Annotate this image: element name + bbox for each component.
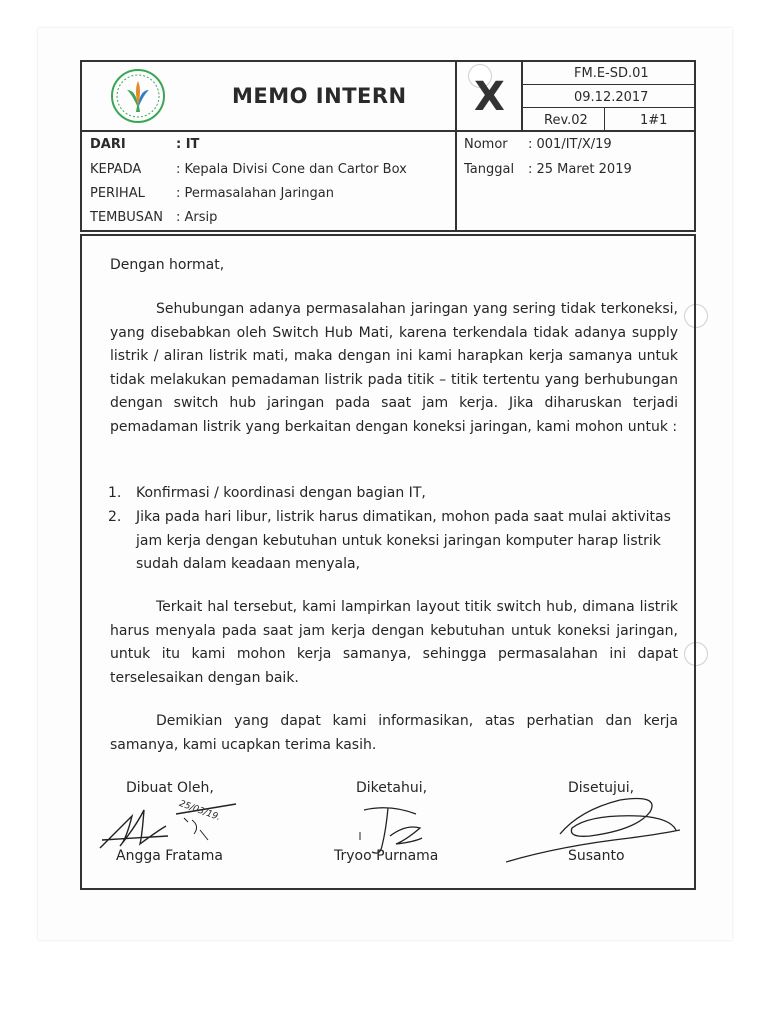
document-mark: X	[474, 74, 505, 120]
cc-label: TEMBUSAN	[90, 210, 163, 225]
approved-name: Susanto	[568, 848, 625, 864]
from-label: DARI	[90, 137, 126, 152]
rev-page-divider	[604, 107, 605, 131]
from-value: : IT	[176, 137, 200, 152]
number-value: : 001/IT/X/19	[528, 137, 612, 152]
doc-date: 09.12.2017	[574, 90, 649, 105]
approved-label: Disetujui,	[568, 780, 635, 796]
to-label: KEPADA	[90, 162, 142, 177]
code-row-line-1	[521, 84, 696, 85]
number-label: Nomor	[464, 137, 508, 152]
made-by-label: Dibuat Oleh,	[126, 780, 214, 796]
to-value: : Kepala Divisi Cone dan Cartor Box	[176, 162, 407, 177]
header-code-divider-vertical	[521, 60, 523, 132]
memo-title: MEMO INTERN	[232, 84, 407, 108]
subject-value: : Permasalahan Jaringan	[176, 186, 334, 201]
paragraph-closing: Demikian yang dapat kami informasikan, atas perhatian dan kerja samanya, kami ucapkan terima kasih.	[110, 713, 678, 753]
paragraph-attachment: Terkait hal tersebut, kami lampirkan layout titik switch hub, dimana listrik harus menyala pada saat jam kerja dengan kebutuhan untuk koneksi jaringan, untuk itu kami mohon kerja samanya, sehingga permasalahan ini dapat terselesaikan dengan baik.	[110, 599, 678, 686]
subject-label: PERIHAL	[90, 186, 145, 201]
made-by-name: Angga Fratama	[116, 848, 223, 864]
list-item-text: Jika pada hari libur, listrik harus dimatikan, mohon pada saat mulai aktivitas jam kerja dengan kebutuhan untuk koneksi jaringan komputer harap listrik sudah dalam keadaan menyala,	[136, 509, 671, 572]
list-item-text: Konfirmasi / koordinasi dengan bagian IT,	[136, 485, 426, 501]
acknowledged-label: Diketahui,	[356, 780, 428, 796]
list-item-number: 1.	[108, 485, 122, 501]
date-label: Tanggal	[464, 162, 515, 177]
acknowledged-name: Tryoo Purnama	[334, 848, 439, 864]
doc-page: 1#1	[640, 113, 668, 128]
paragraph-intro: Sehubungan adanya permasalahan jaringan yang sering tidak terkoneksi, yang disebabkan oleh Switch Hub Mati, karena terkendala tidak adanya supply listrik / aliran listrik mati, maka dengan ini kami harapkan kerja samanya untuk tidak melakukan pemadaman listrik pada titik – titik tertentu yang berhubungan dengan switch hub jaringan pada saat jam kerja. Jika diharuskan terjadi pemadaman listrik yang berkaitan dengan koneksi jaringan, kami mohon untuk :	[110, 301, 678, 435]
date-value: : 25 Maret 2019	[528, 162, 632, 177]
header-divider-vertical	[455, 60, 457, 232]
doc-code: FM.E-SD.01	[574, 66, 649, 81]
code-row-line-2	[521, 107, 696, 108]
greeting: Dengan hormat,	[110, 257, 225, 273]
company-logo	[110, 68, 166, 124]
list-item-number: 2.	[108, 509, 122, 525]
doc-revision: Rev.02	[544, 113, 588, 128]
signature-date-note: 25/03/19.	[177, 798, 222, 824]
cc-value: : Arsip	[176, 210, 218, 225]
